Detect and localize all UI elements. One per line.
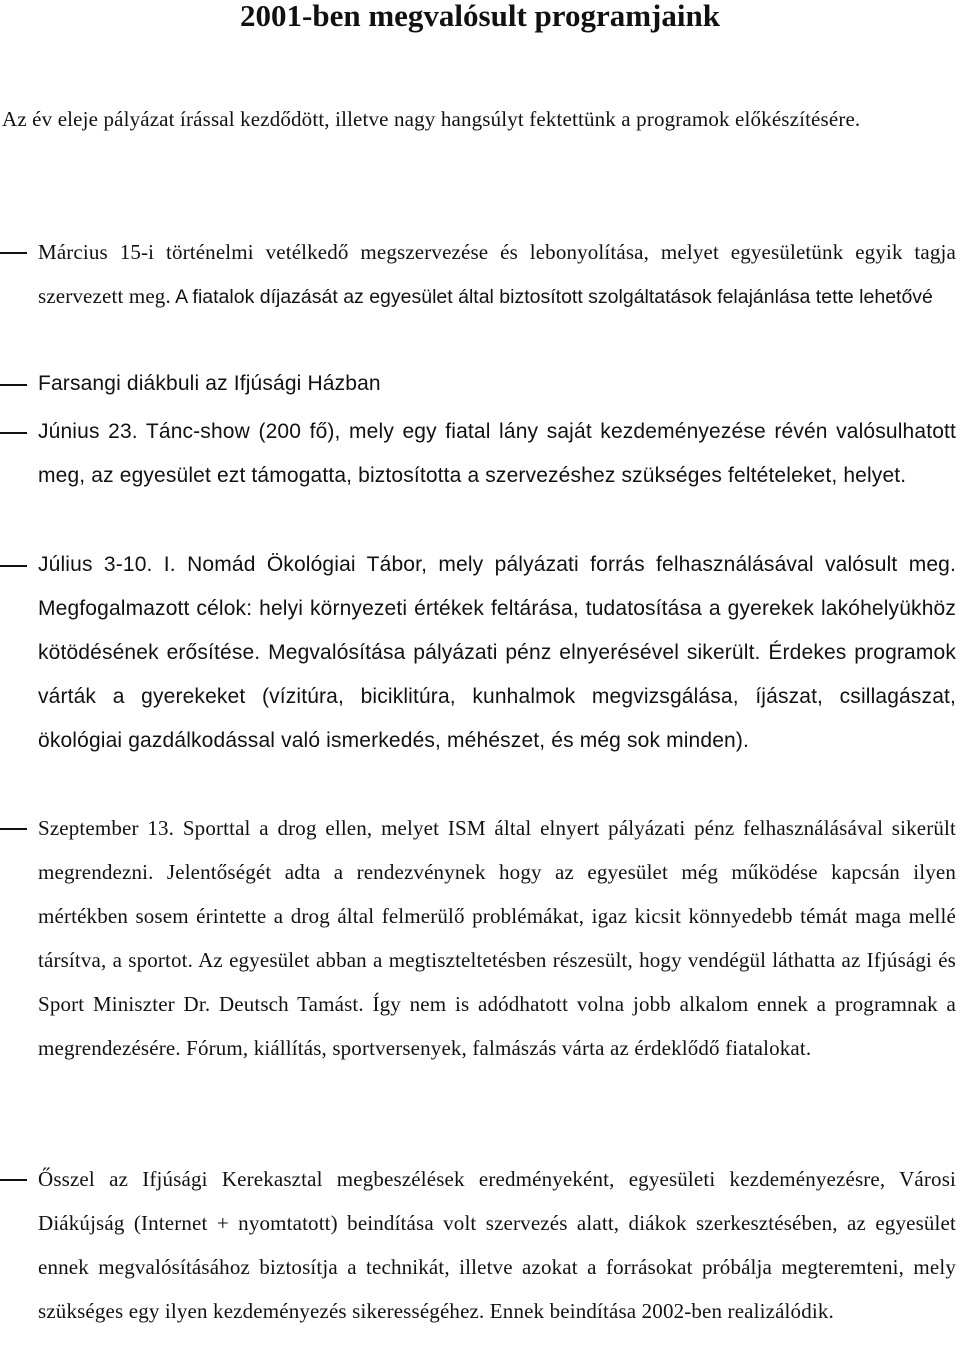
list-item-text: Június 23. Tánc-show (200 fő), mely egy fiatal lány saját kezdeményezése révén valósulhatott meg, az egyesület ezt támogatta, biztosította a szervezéshez szükséges feltételeket, helyet.: [38, 420, 956, 487]
list-item-text: Ősszel az Ifjúsági Kerekasztal megbeszélések eredményeként, egyesületi kezdeményezésre, Városi Diákújság (Internet + nyomtatott) beindítása volt szervezés alatt, diákok szerkesztésében, az egyesület ennek megvalósításához biztosítja a technikát, illetve azokat a forrásokat próbálja megteremteni, mely szükséges egy ilyen kezdeményezés sikerességéhez. Ennek beindítása 2002-ben realizálódik.: [38, 1167, 956, 1323]
list-item-osszel: [38, 1157, 956, 1333]
list-item-text: [38, 230, 956, 319]
page-title: 2001-ben megvalósult programjaink: [240, 0, 720, 33]
list-item-text: Farsangi diákbuli az Ifjúsági Házban: [38, 372, 381, 395]
dash-bullet-icon: [0, 828, 27, 830]
intro-paragraph: Az év eleje pályázat írással kezdődött, illetve nagy hangsúlyt fektettünk a programok előkészítésére.: [2, 107, 861, 131]
list-item-junius: [38, 410, 956, 498]
list-item-farsang: [38, 362, 956, 406]
dash-bullet-icon: [0, 384, 27, 386]
list-item-text: Szeptember 13. Sporttal a drog ellen, melyet ISM által elnyert pályázati pénz felhasználásával sikerült megrendezni. Jelentőségét adta a rendezvénynek hogy az egyesület még működése kapcsán ilyen mértékben sosem érintette a drog által felmerülő problémákat, igaz kicsit könnyedebb témát maga mellé társítva, a sportot. Az egyesület abban a megtiszteltetésben részesült, hogy vendégül láthatta az Ifjúsági és Sport Miniszter Dr. Deutsch Tamást. Így nem is adódhatott volna jobb alkalom ennek a programnak a megrendezésére. Fórum, kiállítás, sportversenyek, falmászás várta az érdeklődő fiatalokat.: [38, 816, 956, 1060]
list-item-text-sans: A fiatalok díjazását az egyesület által biztosított szolgáltatások felajánlása tette lehetővé: [170, 286, 933, 308]
list-item-marcius: [38, 230, 956, 319]
dash-bullet-icon: [0, 1179, 27, 1181]
list-item-text-serif: Március 15-i történelmi vetélkedő megszervezése és lebonyolítása, melyet egyesületünk egyik tagja szervezett meg.: [38, 240, 956, 308]
list-item-text: Július 3-10. I. Nomád Ökológiai Tábor, mely pályázati forrás felhasználásával valósult meg. Megfogalmazott célok: helyi környezeti értékek feltárása, tudatosítása a gyerekek lakóhelyükhöz kötödésének erősítése. Megvalósítása pályázati pénz elnyerésével sikerült. Érdekes programok várták a gyerekeket (vízitúra, biciklitúra, kunhalmok megvizsgálása, íjászat, csillagászat, ökológiai gazdálkodással való ismerkedés, méhészet, és még sok minden).: [38, 553, 956, 752]
dash-bullet-icon: [0, 432, 27, 434]
dash-bullet-icon: [0, 252, 27, 254]
list-item-szeptember: [38, 806, 956, 1070]
dash-bullet-icon: [0, 565, 27, 567]
list-item-julius: [38, 543, 956, 763]
